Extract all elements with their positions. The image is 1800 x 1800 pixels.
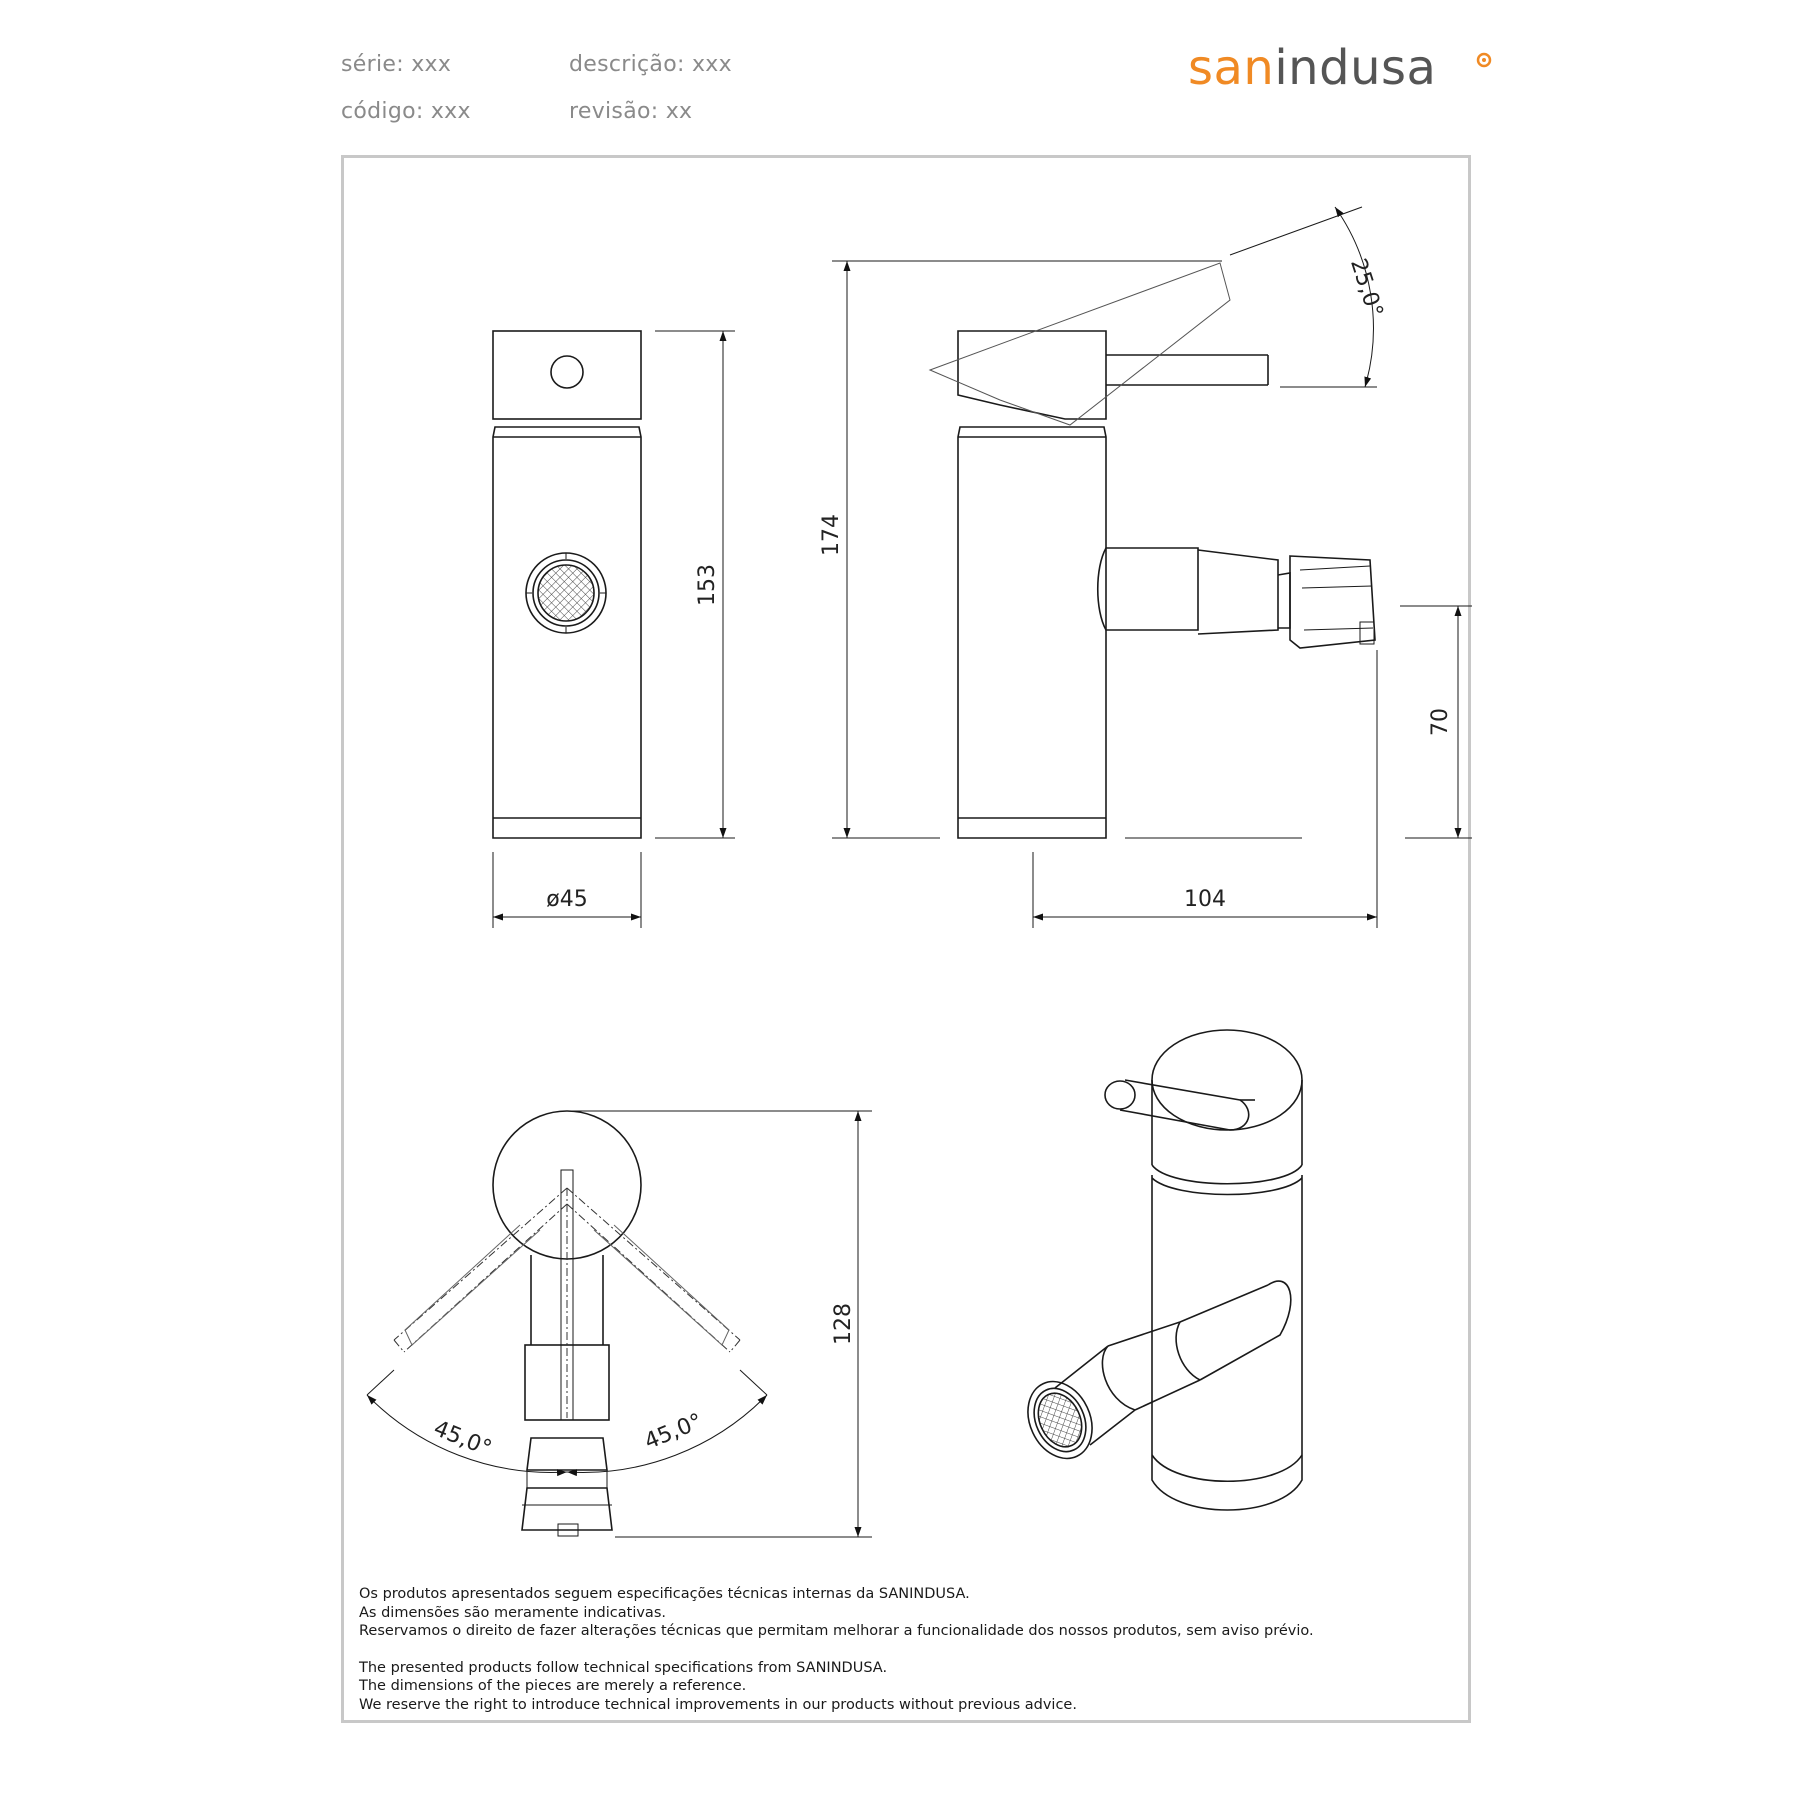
iso-lever-top [1152, 1030, 1302, 1130]
iso-lever-handle [1120, 1080, 1249, 1130]
note-pt-3: Reservamos o direito de fazer alterações técnicas que permitam melhorar a funcionalidade dos nossos produtos, sem aviso prévio. [359, 1623, 1314, 1639]
iso-spout [1200, 1281, 1291, 1380]
dim-top-angle-right: 45,0° [641, 1409, 707, 1455]
dim-top-depth: 128 [831, 1303, 856, 1345]
descricao-label: descrição: xxx [569, 52, 732, 77]
dim-front-height: 153 [695, 564, 720, 606]
iso-body [1152, 1175, 1302, 1510]
note-pt-2: As dimensões são meramente indicativas. [359, 1604, 666, 1621]
codigo-label: código: xxx [341, 99, 471, 124]
dim-side-depth: 104 [1184, 887, 1226, 912]
note-en-2: The dimensions of the pieces are merely a reference. [359, 1678, 747, 1694]
revisao-label: revisão: xx [569, 99, 693, 124]
dim-side-spout-height: 70 [1428, 708, 1453, 736]
top-view [367, 1111, 872, 1537]
top-spout-nozzle [527, 1438, 607, 1470]
side-spout-nozzle [1198, 550, 1278, 634]
side-lever-block [958, 331, 1106, 419]
side-spout-body [1098, 548, 1198, 630]
logo-text-indusa: indusa [1274, 40, 1437, 96]
note-en-3: We reserve the right to introduce technical improvements in our products without previous advice. [359, 1696, 1077, 1713]
front-lever-hole [551, 356, 583, 388]
dim-front-diameter: ø45 [546, 887, 588, 912]
dim-side-height: 174 [819, 514, 844, 556]
disclaimer-notes [359, 1585, 1314, 1714]
side-body [958, 427, 1106, 838]
front-view [493, 331, 735, 928]
dim-lever-angle: 25,0° [1345, 255, 1388, 321]
logo-text-san: san [1188, 40, 1275, 96]
note-pt-1: Os produtos apresentados seguem especificações técnicas internas da SANINDUSA. [359, 1586, 970, 1602]
side-lever-raised-outline [930, 263, 1230, 425]
isometric-view [1016, 1030, 1302, 1510]
dim-top-angle-left: 45,0° [429, 1416, 495, 1462]
front-lever-block [493, 331, 641, 419]
top-lever-rotation-outlines [394, 1188, 740, 1418]
serie-label: série: xxx [341, 52, 452, 77]
note-en-1: The presented products follow technical specifications from SANINDUSA. [359, 1659, 888, 1676]
